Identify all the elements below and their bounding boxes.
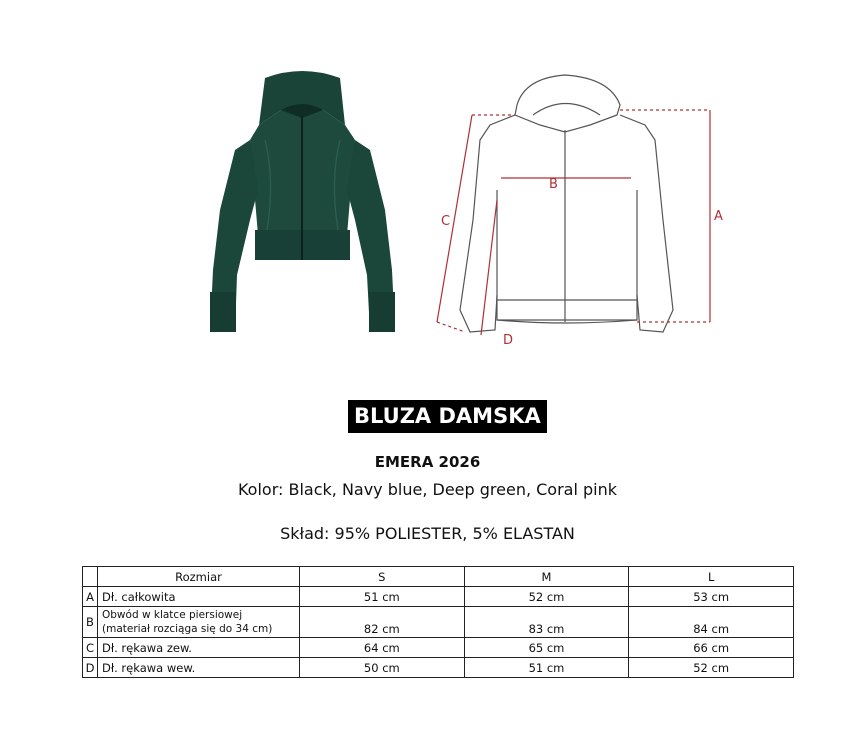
row-letter: D <box>83 658 98 678</box>
row-name <box>98 607 300 638</box>
label-d: D <box>503 333 514 348</box>
header-size-label: Rozmiar <box>98 567 300 587</box>
row-letter: B <box>83 607 98 638</box>
table-row <box>83 587 794 607</box>
table-header-row <box>83 567 794 587</box>
cell-value: 84 cm <box>629 607 794 638</box>
cell-value: 50 cm <box>300 658 465 678</box>
cell-value: 53 cm <box>629 587 794 607</box>
product-photo <box>195 70 410 340</box>
header-size-s: S <box>300 567 465 587</box>
row-name: Dł. rękawa wew. <box>98 658 300 678</box>
cell-value: 52 cm <box>464 587 629 607</box>
size-table <box>82 566 794 678</box>
header-size-l: L <box>629 567 794 587</box>
row-letter: A <box>83 587 98 607</box>
cell-value: 65 cm <box>464 638 629 658</box>
row-name-line2: (materiał rozciąga się do 34 cm) <box>102 623 273 635</box>
label-b: B <box>549 177 558 192</box>
cell-value: 64 cm <box>300 638 465 658</box>
color-list: Kolor: Black, Navy blue, Deep green, Coral pink <box>237 480 618 499</box>
cell-value: 82 cm <box>300 607 465 638</box>
header-size-m: M <box>464 567 629 587</box>
label-a: A <box>714 209 723 224</box>
row-name: Dł. rękawa zew. <box>98 638 300 658</box>
row-name: Dł. całkowita <box>98 587 300 607</box>
cell-value: 51 cm <box>300 587 465 607</box>
cell-value: 52 cm <box>629 658 794 678</box>
product-title: BLUZA DAMSKA <box>348 400 547 433</box>
cell-value: 51 cm <box>464 658 629 678</box>
table-row <box>83 607 794 638</box>
table-row <box>83 658 794 678</box>
cell-value: 83 cm <box>464 607 629 638</box>
row-letter: C <box>83 638 98 658</box>
row-name-line1: Obwód w klatce piersiowej <box>102 609 243 621</box>
measurement-diagram <box>425 70 725 350</box>
table-row <box>83 638 794 658</box>
material-composition: Skład: 95% POLIESTER, 5% ELASTAN <box>280 524 575 543</box>
label-c: C <box>441 214 451 229</box>
model-name: EMERA 2026 <box>374 453 481 471</box>
cell-value: 66 cm <box>629 638 794 658</box>
